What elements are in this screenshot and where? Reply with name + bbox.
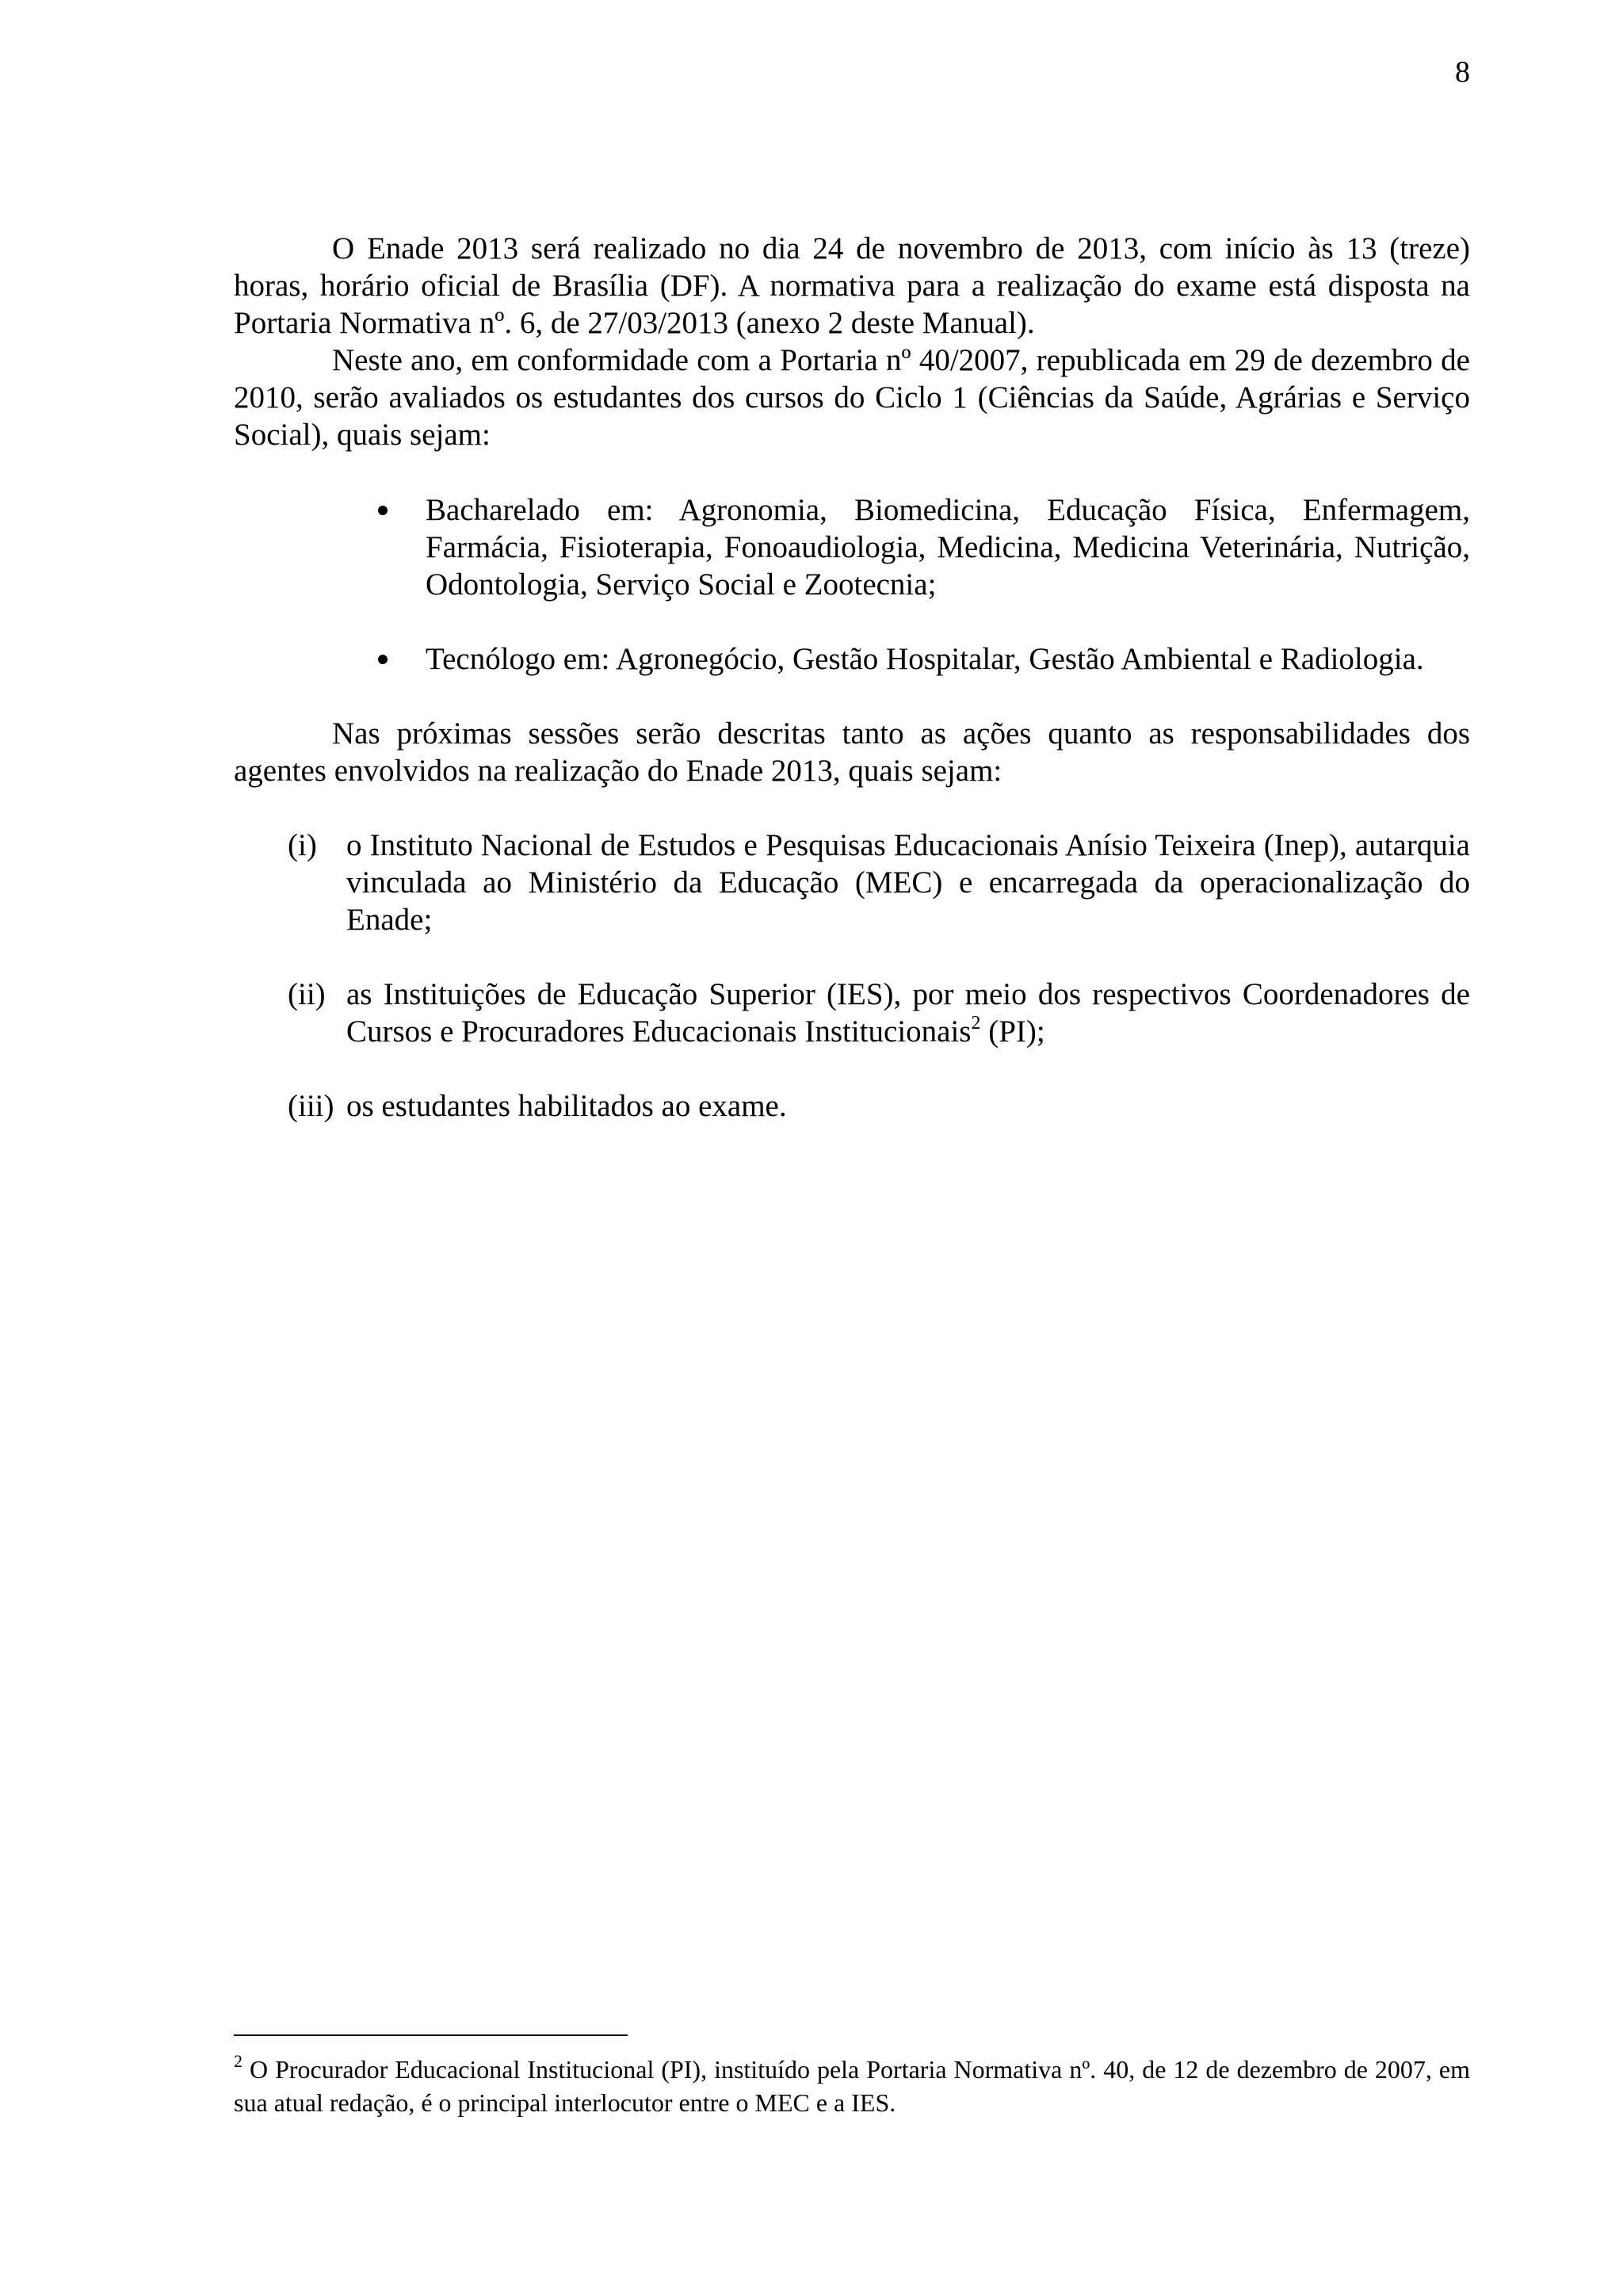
list-item-text: Tecnólogo em: Agronegócio, Gestão Hospitalar, Gestão Ambiental e Radiologia. — [426, 642, 1424, 676]
list-marker: (iii) — [288, 1089, 334, 1123]
page-number: 8 — [1455, 55, 1470, 89]
footnote-number: 2 — [234, 2051, 242, 2071]
main-content — [234, 230, 1470, 1162]
list-marker: (ii) — [288, 977, 326, 1011]
courses-list — [234, 491, 1470, 678]
agent-text-suffix: (PI); — [980, 1014, 1045, 1049]
footnote-reference: 2 — [971, 1013, 981, 1033]
agent-item-students — [288, 1087, 1470, 1125]
footnote-text: O Procurador Educacional Institucional (PI), instituído pela Portaria Normativa nº. 40, de 12 de dezembro de 2007, em sua atual redação, é o principal interlocutor entre o MEC e a IES. — [234, 2055, 1470, 2117]
list-item-text: Bacharelado em: Agronomia, Biomedicina, Educação Física, Enfermagem, Farmácia, Fisioterapia, Fonoaudiologia, Medicina, Medicina Veterinária, Nutrição, Odontologia, Serviço Social e Zootecnia; — [426, 493, 1470, 602]
footnote-separator — [234, 2034, 628, 2036]
paragraph-agents-intro: Nas próximas sessões serão descritas tanto as ações quanto as responsabilidades dos agentes envolvidos na realização do Enade 2013, quais sejam: — [234, 716, 1470, 788]
agents-list — [234, 827, 1470, 1125]
agent-item-inep — [288, 827, 1470, 938]
agent-text: os estudantes habilitados ao exame. — [346, 1089, 787, 1123]
list-item-tecnologo — [426, 640, 1470, 678]
footnote — [234, 2053, 1470, 2119]
bullet-icon — [378, 655, 388, 664]
paragraph-courses-intro: Neste ano, em conformidade com a Portaria nº 40/2007, republicada em 29 de dezembro de 2010, serão avaliados os estudantes dos cursos do Ciclo 1 (Ciências da Saúde, Agrárias e Serviço Social), quais sejam: — [234, 343, 1470, 452]
list-item-bacharelado — [426, 491, 1470, 603]
list-marker: (i) — [288, 828, 317, 862]
agent-item-ies — [288, 976, 1470, 1050]
paragraph-exam-date: O Enade 2013 será realizado no dia 24 de novembro de 2013, com início às 13 (treze) horas, horário oficial de Brasília (DF). A normativa para a realização do exame está disposta na Portaria Normativa nº. 6, de 27/03/2013 (anexo 2 deste Manual). — [234, 231, 1470, 340]
agent-text: o Instituto Nacional de Estudos e Pesquisas Educacionais Anísio Teixeira (Inep), autarquia vinculada ao Ministério da Educação (MEC) e encarregada da operacionalização do Enade; — [346, 828, 1470, 937]
bullet-icon — [378, 506, 388, 515]
agent-text: as Instituições de Educação Superior (IES), por meio dos respectivos Coordenadores de Cursos e Procuradores Educacionais Institucionais — [346, 977, 1470, 1049]
